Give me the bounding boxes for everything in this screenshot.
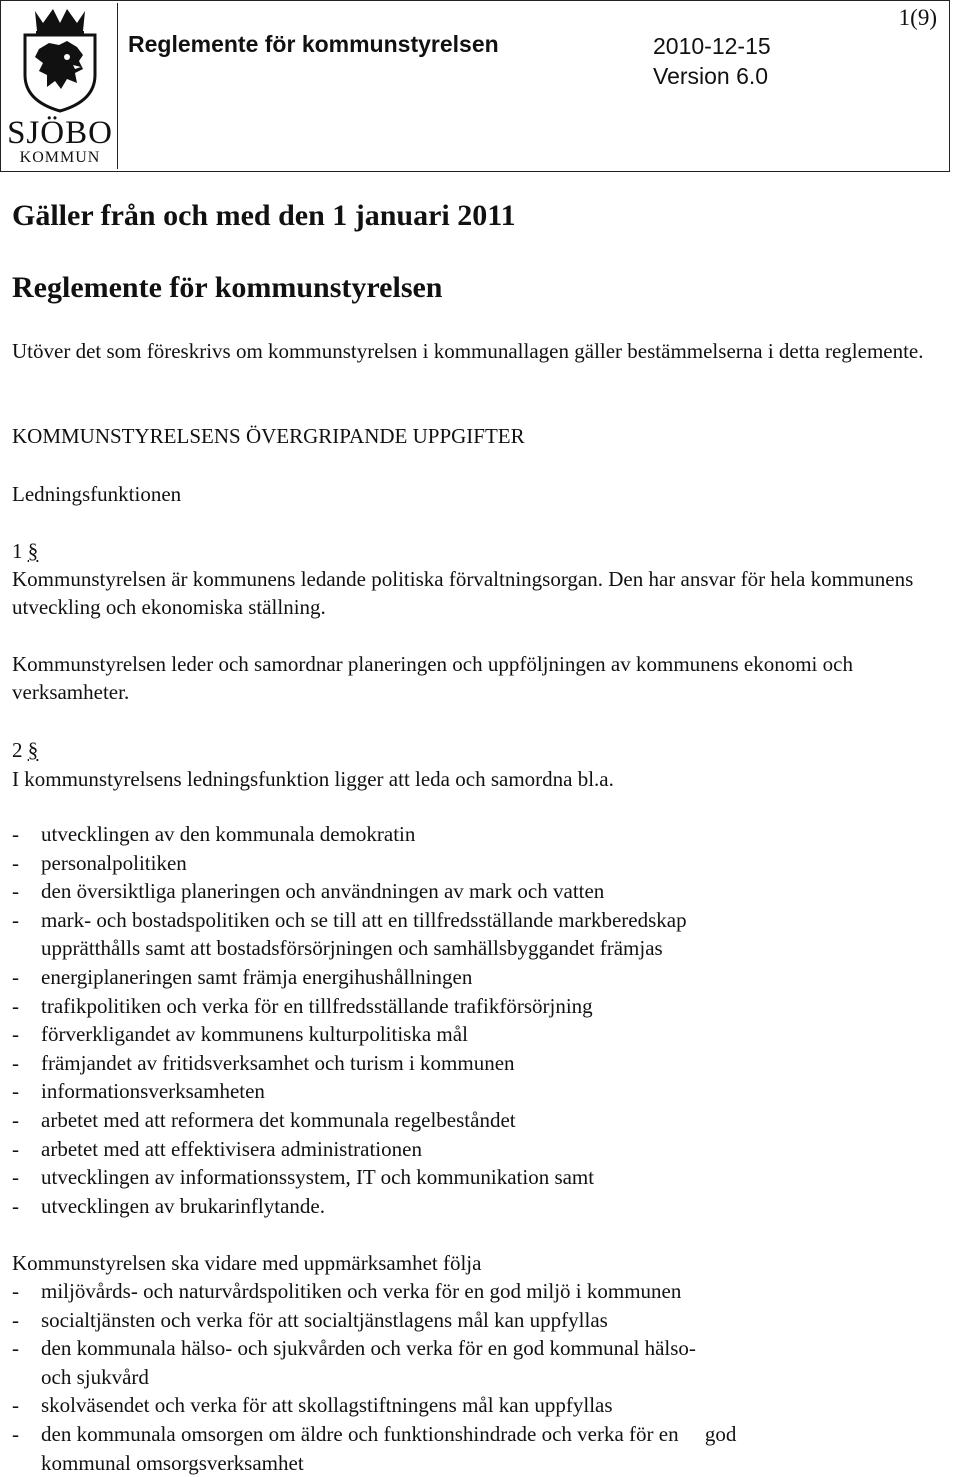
list-item: - den översiktliga planeringen och användningen av mark och vatten (12, 879, 605, 904)
logo-text-kommun: KOMMUN (19, 149, 101, 166)
coat-of-arms-icon (3, 3, 117, 115)
header-version: Version 6.0 (653, 63, 769, 89)
paragraph-2-num: 2 (12, 738, 23, 762)
list-item: - miljövårds- och naturvårdspolitiken och verka för en god miljö i kommunen (12, 1279, 682, 1303)
list-item: - utvecklingen av informationssystem, IT och kommunikation samt (12, 1165, 595, 1190)
list-item: - arbetet med att reformera det kommunala regelbeståndet (12, 1107, 516, 1132)
list-item: - främjandet av fritidsverksamhet och turism i kommunen (12, 1050, 515, 1075)
list-item: - arbetet med att effektivisera administrationen (12, 1136, 422, 1161)
intro-paragraph: Utöver det som föreskrivs om kommunstyrelsen i kommunallagen gäller bestämmelserna i detta reglemente. (12, 339, 924, 363)
list-item-continuation: och sjukvård (41, 1364, 149, 1389)
subheading-ledningsfunktionen: Ledningsfunktionen (12, 482, 182, 506)
paragraph-1-num: 1 (12, 539, 23, 563)
valid-from-heading: Gäller från och med den 1 januari 2011 (12, 199, 516, 232)
list-item: - energiplaneringen samt främja energihushållningen (12, 964, 473, 989)
list-item-continuation: kommunal omsorgsverksamhet (41, 1450, 304, 1475)
paragraph-1-number (12, 537, 38, 565)
header-date: 2010-12-15 (653, 33, 771, 59)
list-item: - den kommunala hälso- och sjukvården och verka för en god kommunal hälso- (12, 1336, 696, 1361)
paragraph-1-text-2: Kommunstyrelsen leder och samordnar planeringen och uppföljningen av kommunens ekonomi och verksamheter. (12, 652, 853, 704)
list-item: - skolväsendet och verka för att skollagstiftningens mål kan uppfyllas (12, 1393, 613, 1418)
list-item: - informationsverksamheten (12, 1079, 265, 1104)
page-number: 1(9) (898, 5, 937, 30)
paragraph-1-text: Kommunstyrelsen är kommunens ledande politiska förvaltningsorgan. Den har ansvar för hela kommunens utveckling och ekonomiska ställning. (12, 567, 914, 619)
list-item-continuation: upprätthålls samt att bostadsförsörjningen och samhällsbyggandet främjas (41, 936, 663, 961)
list-item: - den kommunala omsorgen om äldre och funktionshindrade och verka för en god (12, 1421, 737, 1446)
monitoring-duties-list (12, 1277, 736, 1477)
list-item: - förverkligandet av kommunens kulturpolitiska mål (12, 1022, 468, 1047)
logo-text-sjobo: SJÖBO (7, 115, 113, 151)
section-sign: § (27, 539, 39, 563)
list-item: - personalpolitiken (12, 850, 187, 875)
paragraph-2-text: I kommunstyrelsens ledningsfunktion ligger att leda och samordna bl.a. (12, 767, 614, 791)
leadership-duties-list (12, 820, 687, 1220)
document-title: Reglemente för kommunstyrelsen (12, 271, 443, 304)
section-heading: KOMMUNSTYRELSENS ÖVERGRIPANDE UPPGIFTER (12, 424, 525, 448)
list-item: - utvecklingen av brukarinflytande. (12, 1193, 325, 1218)
page-header (0, 0, 950, 172)
header-title: Reglemente för kommunstyrelsen (128, 31, 499, 57)
municipality-logo (3, 3, 118, 169)
list-item: - mark- och bostadspolitiken och se till att en tillfredsställande markberedskap (12, 907, 687, 932)
paragraph-2-number (12, 736, 38, 764)
list-item: - utvecklingen av den kommunala demokratin (12, 822, 416, 846)
list-item: - trafikpolitiken och verka för en tillfredsställande trafikförsörjning (12, 993, 593, 1018)
section-sign: § (27, 738, 39, 762)
list-item: - socialtjänsten och verka för att socialtjänstlagens mål kan uppfyllas (12, 1307, 608, 1332)
paragraph-3-text: Kommunstyrelsen ska vidare med uppmärksamhet följa (12, 1251, 482, 1275)
